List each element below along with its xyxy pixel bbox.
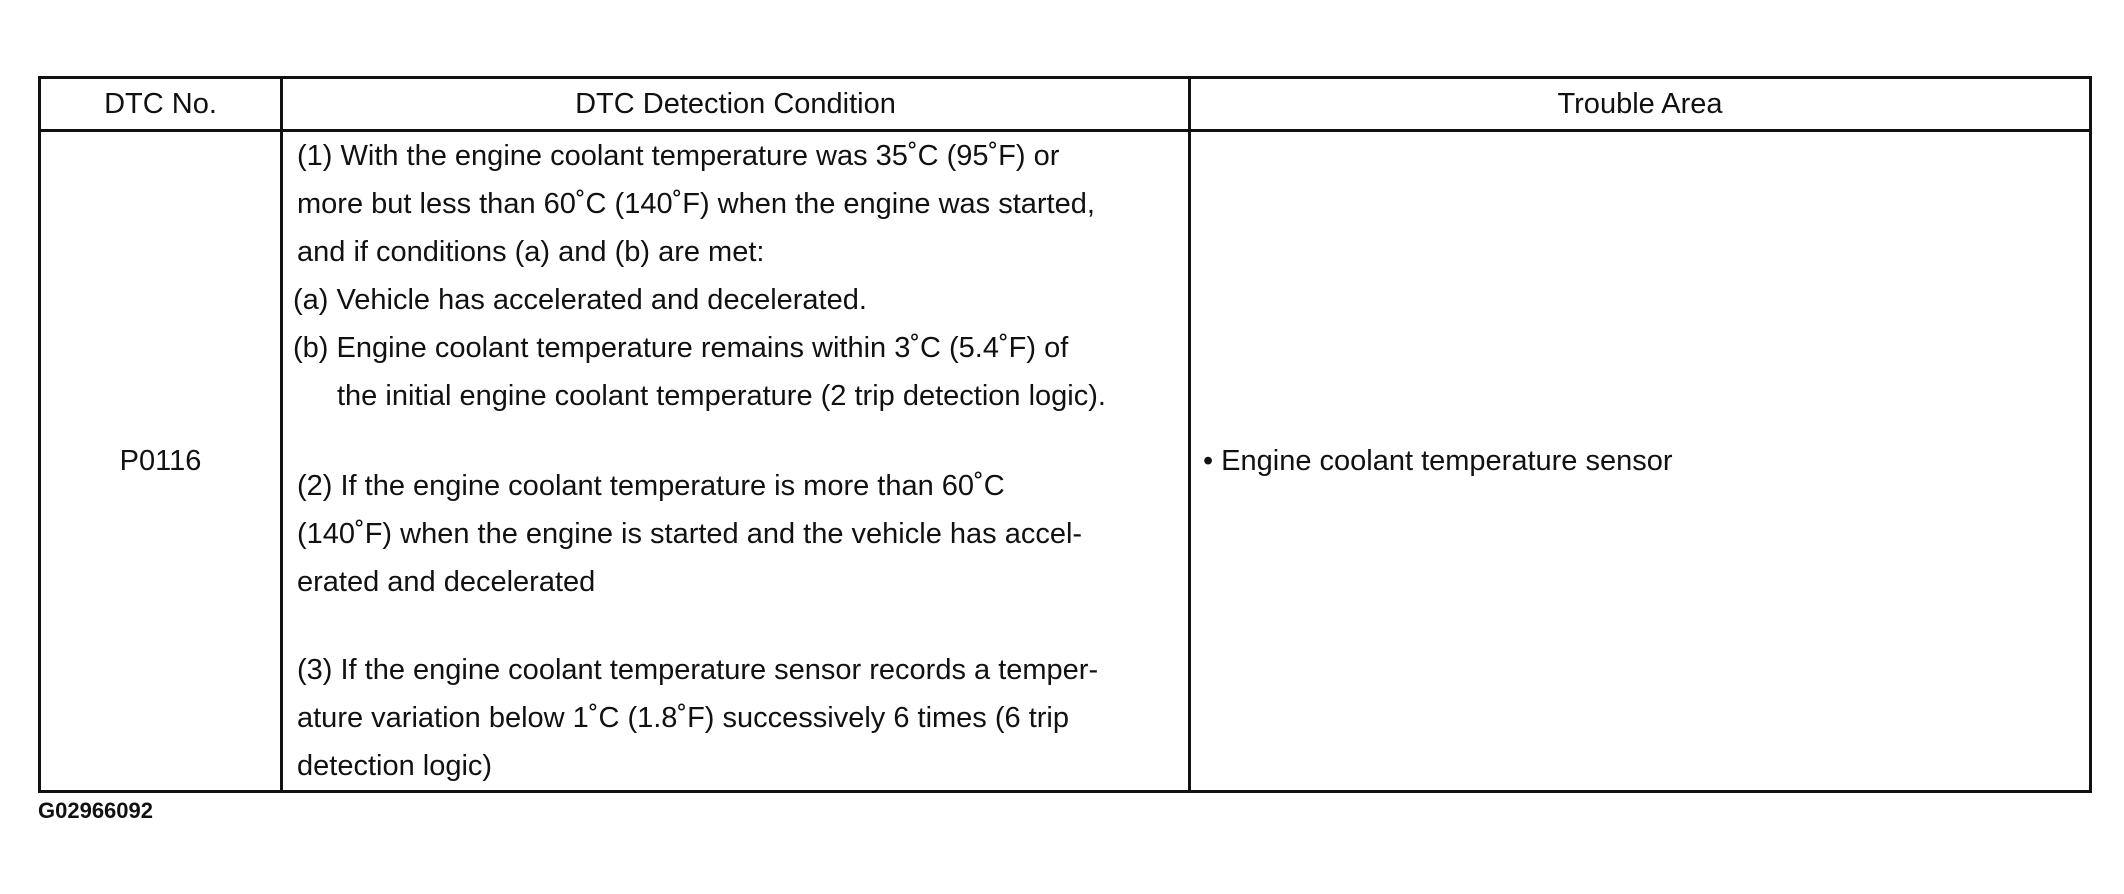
condition-3-line-1: (3) If the engine coolant temperature sensor records a temper- xyxy=(297,654,1099,686)
condition-1-sub-b-line-2: the initial engine coolant temperature (2 trip detection logic). xyxy=(337,380,1106,412)
figure-id: G02966092 xyxy=(38,798,153,823)
dtc-code-cell: P0116 xyxy=(40,131,282,792)
paragraph-spacer xyxy=(297,420,1176,462)
condition-1-line-3: and if conditions (a) and (b) are met: xyxy=(297,236,765,268)
dtc-table xyxy=(38,76,2092,793)
condition-3-line-2: ature variation below 1˚C (1.8˚F) successively 6 times (6 trip xyxy=(297,702,1069,734)
paragraph-spacer xyxy=(297,606,1176,646)
bullet-icon: • xyxy=(1203,444,1214,477)
header-detection-condition: DTC Detection Condition xyxy=(282,78,1190,131)
trouble-area-item xyxy=(1203,445,1673,477)
condition-2-line-1: (2) If the engine coolant temperature is more than 60˚C xyxy=(297,470,1005,502)
trouble-area-text: Engine coolant temperature sensor xyxy=(1221,444,1673,477)
detection-condition-cell xyxy=(282,131,1190,792)
table-row xyxy=(40,131,2091,792)
table-header-row xyxy=(40,78,2091,131)
trouble-area-cell xyxy=(1190,131,2091,792)
header-trouble-area: Trouble Area xyxy=(1190,78,2091,131)
condition-3-line-3: detection logic) xyxy=(297,750,493,782)
condition-2-line-3: erated and decelerated xyxy=(297,566,596,598)
condition-1-line-2: more but less than 60˚C (140˚F) when the engine was started, xyxy=(297,188,1095,220)
condition-2-line-2: (140˚F) when the engine is started and the vehicle has accel- xyxy=(297,518,1083,550)
condition-1-sub-a: (a) Vehicle has accelerated and decelerated. xyxy=(293,284,867,316)
condition-1-sub-b-line-1: (b) Engine coolant temperature remains within 3˚C (5.4˚F) of xyxy=(293,332,1069,364)
condition-1-line-1: (1) With the engine coolant temperature was 35˚C (95˚F) or xyxy=(297,140,1060,172)
header-dtc-no: DTC No. xyxy=(40,78,282,131)
